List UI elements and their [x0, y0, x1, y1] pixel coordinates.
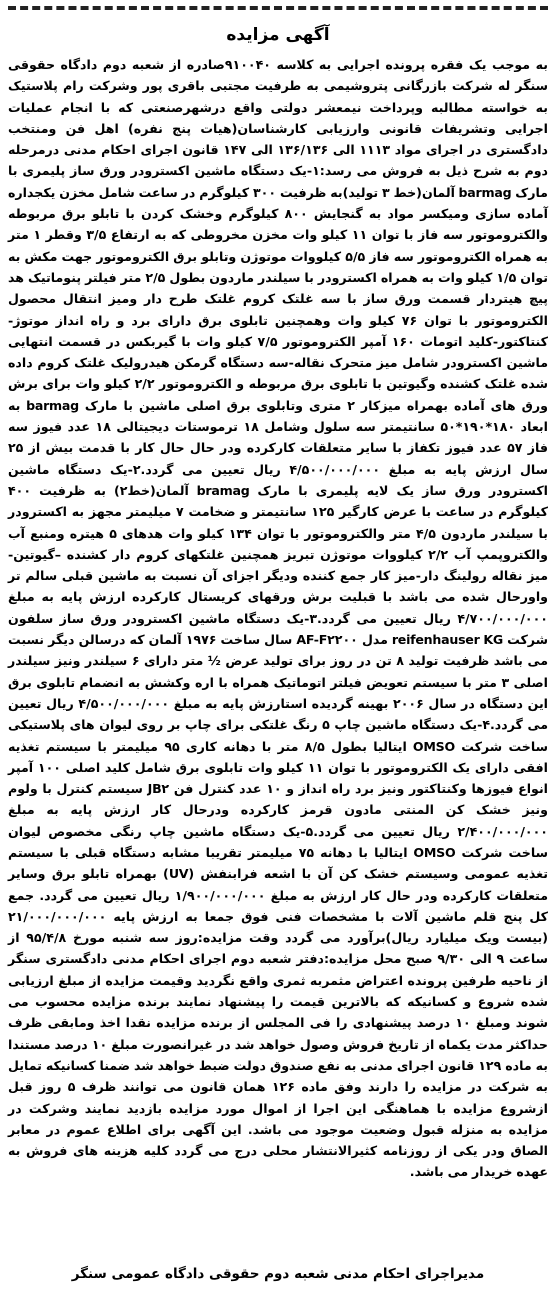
notice-body: به موجب یک فقره پرونده اجرایی به کلاسه ۹۱۰۰۴۰صادره از شعبه دوم دادگاه حقوقی سنگر له شرکت بازرگانی پتروشیمی به طرفیت مجتبی باقری پور وشرکت رام پلاستیک به خواسته مطالبه وپرداخت نیمعشر دولتی واقع درشهرصنعتی که با انجام عملیات اجرایی وتشریفات قانونی وارزیابی کارشناسان(هیات پنج نفره) اهل فن ومنتخب دادگستری در اجرای مواد ۱۱۱۳ الی ۱۳۶/۱۳۶ الی ۱۴۷ قانون اجرای احکام مدنی درمرحله دوم به شرح ذیل به فروش می رسد:۱-یک دستگاه ماشین اکسترودر ورق ساز پلیمری با مارک barmag آلمان(خط ۳ تولید)به ظرفیت ۳۰۰ کیلوگرم در ساعت شامل مخزن یکجداره آماده سازی ومیکسر مواد به گنجایش ۸۰۰ کیلوگرم وخشک کردن با تابلو برق مربوطه والکتروموتور سه فاز با توان ۱۱ کیلو وات مخزن مخروطی که به ارتفاع ۳/۵ وقطر ۱ متر به همراه الکتروموتور سه فاز ۵/۵ کیلووات موتوژن وتابلو برق الکتروموتور جهت مکش به توان ۱/۵ کیلو وات به همراه اکسترودر با سیلندر ماردون بطول ۲/۵ متر فیلتر پنوماتیک هد پیچ هیتردار قسمت ورق ساز با سه غلتک کروم غلتک طرح دار ومیز انتقال محصول الکتروموتور با توان ۷۶ کیلو وات وهمچنین تابلوی برق دارای برد و راه انداز موتوژ-کنتاکتور-کلید اتومات ۱۶۰ آمپر الکتروموتور ۷/۵ کیلو وات با گیربکس در قسمت انتهایی ماشین اکسترودر شامل میز متحرک نقاله-سه دستگاه گرمکن هیدرولیک غلتک کروم داده شده غلتک کشنده وگیوتین با تابلوی برق مربوطه و الکتروموتور ۲/۲ کیلو وات برای برش ورق های آماده بهمراه میزکار ۲ متری وتابلوی برق اصلی ماشین با مارک barmag به ابعاد ۱۸۰*۱۹۰*۵۰ سانتیمتر سه سلول وشامل ۱۸ ترموستات دیجیتالی ۱۸ عدد فیوز سه فاز ۵۷ عدد فیوز تکفاز با سایر متعلقات کارکرده ودر حال حال کار با قدمت بیش از ۲۵ سال ارزش پایه به مبلغ ۴/۵۰۰/۰۰۰/۰۰۰ ریال تعیین می گردد.۲-یک دستگاه ماشین اکسترودر ورق ساز یک لایه پلیمری با مارک bramag آلمان(خط۲) به ظرفیت ۴۰۰ کیلوگرم در ساعت با عرض کارگیر ۱۲۵ سانتیمتر و ضخامت ۷ میلیمتر مجهز به اکسترودر با سیلندر ماردون ۴/۵ متر والکتروموتور با توان ۱۳۴ کیلو وات هدهای ۵ هیتره ومنبع آب والکتروپمپ آب ۲/۲ کیلووات موتوژن تبریز همچنین غلتکهای کروم دار کشنده –گیوتین-میز نقاله رولینگ دار-میز کار جمع کننده ودیگر اجزای آن نسبت به ماشین قبلی سالم تر واورحال شده می باشد با قبلیت برش ورقهای کریستال کارکرده ارزش پایه به مبلغ ۴/۷۰۰/۰۰۰/۰۰۰ ریال تعیین می گردد.۳-یک دستگاه ماشین اکسترودر ورق ساز سلفون شرکت reifenhauser KG مدل AF-F۲۲۰۰ سال ساخت ۱۹۷۶ آلمان که درسالن دیگر نسبت می باشد ظرفیت تولید ۸ تن در روز برای تولید عرض ½ متر دارای ۶ سیلندر ونیز سیلندر اصلی ۳ متر با سیستم تعویض فیلتر اتوماتیک همراه با اره وکشش به انضمام تابلوی برق این دستگاه در سال ۲۰۰۶ بهینه گردیده استارزش پایه به مبلغ ۴/۵۰۰/۰۰۰/۰۰۰ ریال تعیین می گردد.۴-یک دستگاه ماشین چاپ ۵ رنگ غلتکی برای چاپ بر روی لیوان های پلاستیکی ساخت شرکت OMSO ایتالیا بطول ۸/۵ متر با دهانه کاری ۹۵ میلیمتر با سیستم تغذیه افقی دارای یک الکتروموتور با توان ۱۱ کیلو وات تابلوی برق شامل کلید اصلی ۱۰۰ آمپر انواع فیوزها وکنتاکتور ونیز برد راه انداز و ۱۰ عدد کنترل فن JB۲ سیستم کنترل با ولوم ونیز خشک کن المنتی مادون قرمز کارکرده ودرحال کار ارزش پایه به مبلغ ۲/۴۰۰/۰۰۰/۰۰۰ ریال تعیین می گردد.۵-یک دستگاه ماشین چاپ رنگی مخصوص لیوان ساخت شرکت OMSO ایتالیا با دهانه ۷۵ میلیمتر تقریبا مشابه دستگاه قبلی با سیستم تغذیه عمومی وسیستم خشک کن آن با اشعه فرابنفش (UV) بهمراه تابلو برق وسایر متعلقات کارکرده ودر حال کار ارزش به مبلغ ۱/۹۰۰/۰۰۰/۰۰۰ ریال تعیین می گردد. جمع کل پنج قلم ماشین آلات با مشخصات فنی فوق جمعا به ارزش پایه ۲۱/۰۰۰/۰۰۰/۰۰۰ (بیست ویک میلیارد ریال)برآورد می گردد وقت مزایده:روز سه شنبه مورخ ۹۵/۴/۸ از ساعت ۹ الی ۹/۳۰ صبح محل مزایده:دفتر شعبه دوم اجرای احکام مدنی دادگستری سنگر از ناحیه طرفین پرونده اعتراض مثمربه ثمری واقع نگردید وقیمت مزایده از مبلغ ارزیابی شده شروع و کسانیکه که بالاترین قیمت را پیشنهاد نمایند برنده مزایده محسوب می شوند ومبلغ ۱۰ درصد پیشنهادی را فی المجلس از برنده مزایده نقدا اخذ ومابقی ظرف حداکثر مدت یکماه از تاریخ فروش وصول خواهد شد در غیرانصورت مبلغ ۱۰ درصد مستندا به ماده ۱۲۹ قانون اجرای مدنی به نفع صندوق دولت ضبط خواهد شد ضمنا کسانیکه تمایل به شرکت در مزایده را دارند وفق ماده ۱۲۶ همان قانون می توانند ظرف ۵ روز قبل ازشروع مزایده با هماهنگی این اجرا از اموال مورد مزایده بازدید نمایند وشرکت در مزایده به منزله قبول وضعیت موجود می باشد. این آگهی برای اطلاع عموم در معابر الصاق ودر یکی از روزنامه کثیرالانتشار محلی درج می گردد کلیه هزینه های فروش به عهده خریدار می باشد. — [8, 57, 549, 1180]
auction-notice — [8, 6, 548, 1298]
notice-signature: مدیراجرای احکام مدنی شعبه دوم حقوقی دادگاه عمومی سنگر — [71, 1266, 485, 1282]
notice-title: آگهی مزایده — [226, 25, 330, 45]
top-dashed-rule — [8, 6, 548, 10]
